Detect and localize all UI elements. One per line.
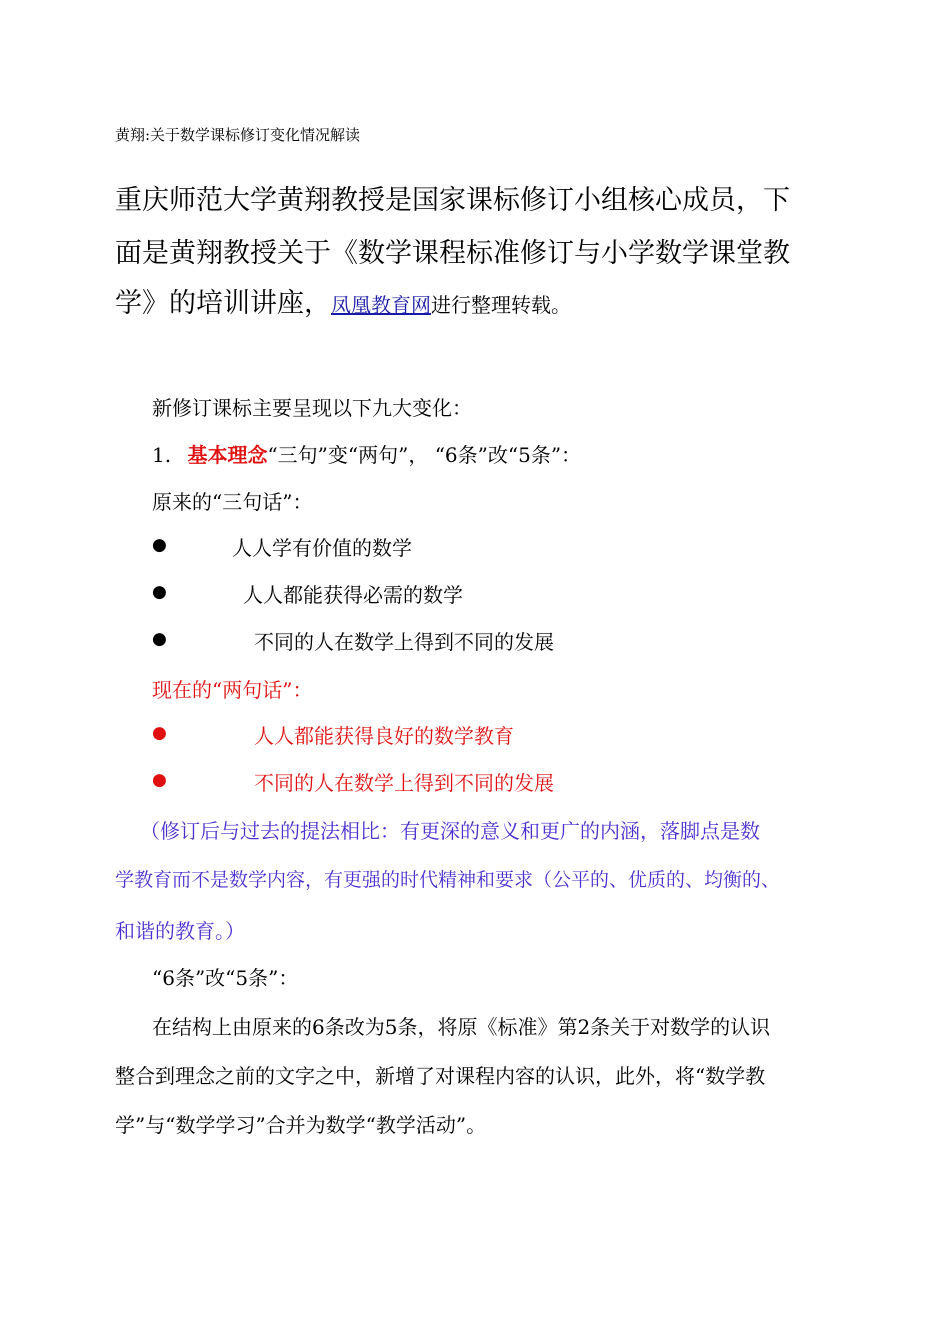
item-1-keyword: 基本理念 [187, 443, 268, 467]
structure-line-3: 学”与“数学学习”合并为数学“教学活动”。 [115, 1113, 487, 1137]
lead-line-3-start: 学》的培训讲座， [115, 288, 331, 319]
structure-line-1: 在结构上由原来的6条改为5条，将原《标准》第2条关于对数学的认识 [152, 1015, 771, 1039]
intro-text: 新修订课标主要呈现以下九大变化： [152, 396, 472, 420]
note-line-2: 学教育而不是数学内容，有更强的时代精神和要求（公平的、优质的、均衡的、 [115, 869, 781, 891]
original-heading: 原来的“三句话”： [152, 490, 313, 514]
lead-line-1: 重庆师范大学黄翔教授是国家课标修订小组核心成员，下 [115, 185, 790, 216]
six-to-five-heading: “6条”改“5条”： [152, 966, 299, 990]
item-1 [152, 439, 581, 468]
bullet-icon: ● [152, 770, 167, 790]
current-heading: 现在的“两句话”： [152, 678, 313, 702]
item-1-rest: “三句”变“两句”， “6条”改“5条”： [267, 443, 582, 467]
original-bullet-1: 人人学有价值的数学 [232, 536, 412, 560]
note-line-3: 和谐的教育。） [115, 919, 245, 943]
doc-title: 黄翔:关于数学课标修订变化情况解读 [115, 126, 361, 144]
phoenix-education-link[interactable]: 凤凰教育网 [331, 293, 431, 317]
bullet-icon: ● [152, 723, 167, 743]
original-bullet-3: 不同的人在数学上得到不同的发展 [254, 630, 554, 654]
lead-line-3-end: 进行整理转载。 [431, 293, 571, 317]
bullet-icon: ● [152, 629, 167, 649]
lead-line-3 [115, 281, 571, 320]
bullet-icon: ● [152, 582, 167, 602]
current-bullet-2: 不同的人在数学上得到不同的发展 [254, 771, 554, 795]
item-1-number: 1. [152, 443, 172, 467]
current-bullet-1: 人人都能获得良好的数学教育 [254, 724, 514, 748]
bullet-icon: ● [152, 535, 167, 555]
structure-line-2: 整合到理念之前的文字之中，新增了对课程内容的认识，此外，将“数学教 [115, 1064, 766, 1088]
lead-line-2: 面是黄翔教授关于《数学课程标准修订与小学数学课堂教 [115, 238, 790, 269]
original-bullet-2: 人人都能获得必需的数学 [243, 583, 463, 607]
note-line-1: （修订后与过去的提法相比：有更深的意义和更广的内涵，落脚点是数 [140, 819, 760, 843]
